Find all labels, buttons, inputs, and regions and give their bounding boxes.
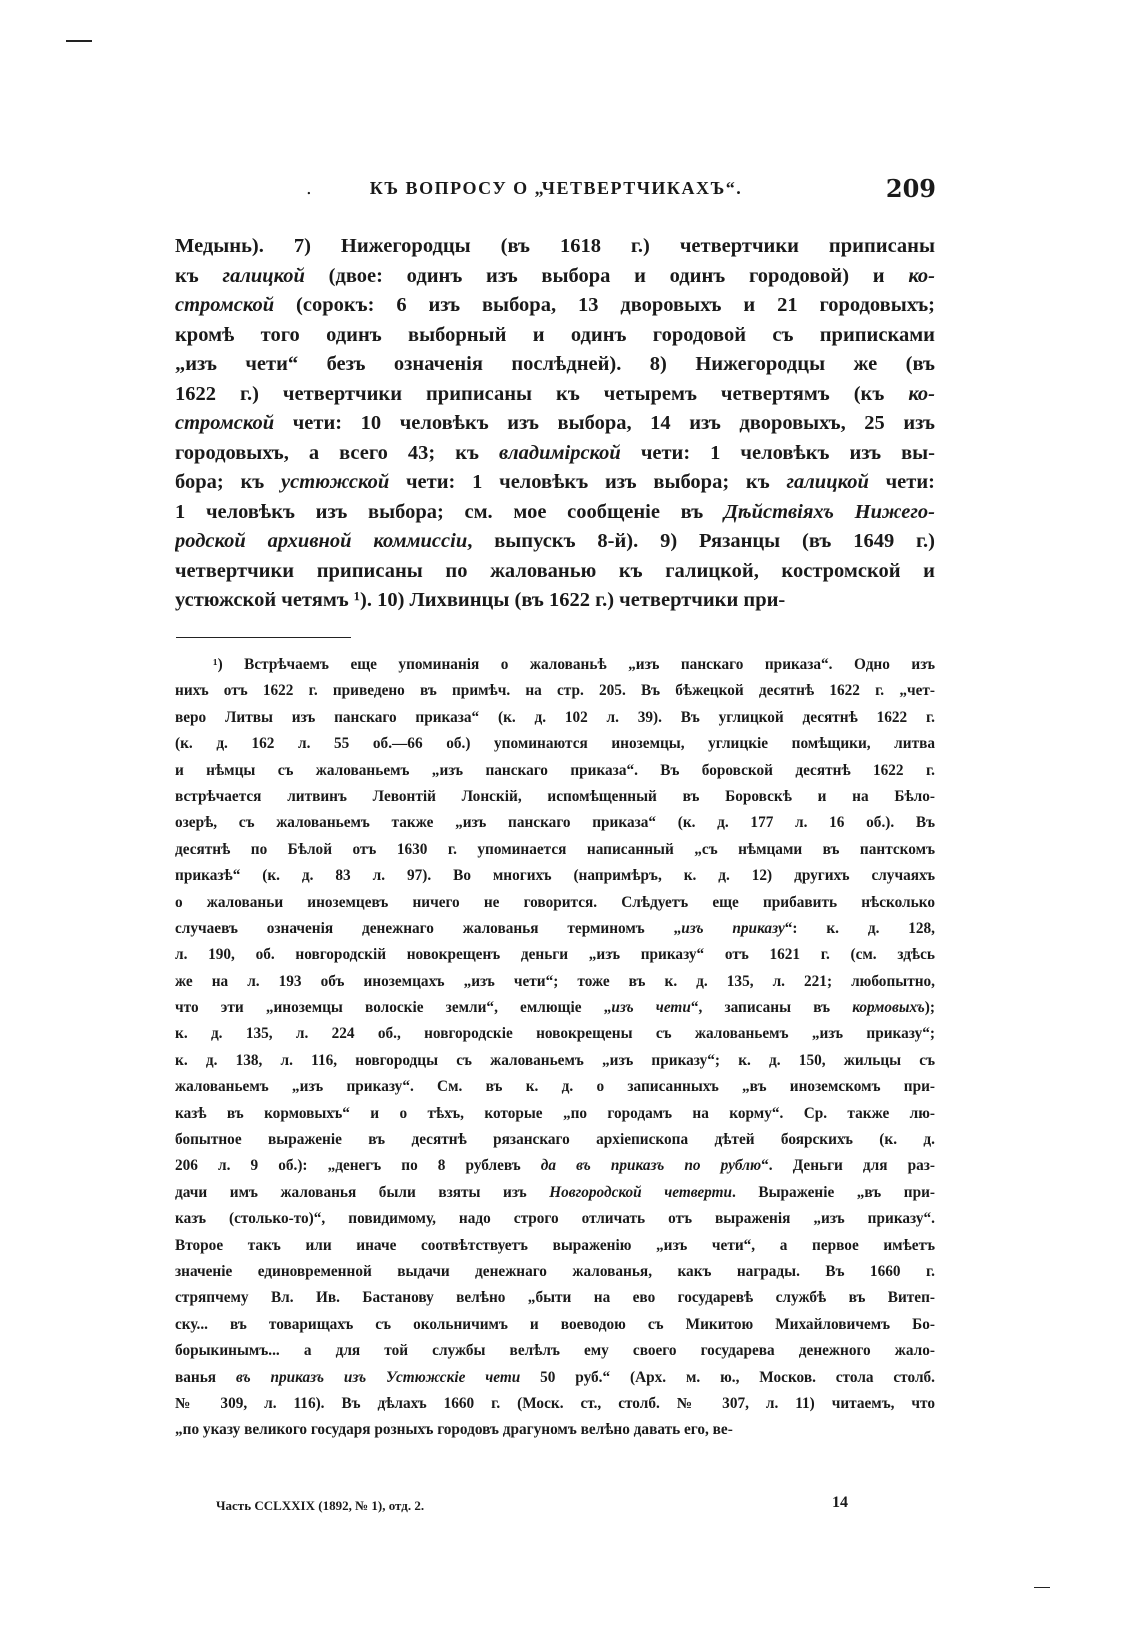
text-run: же на л. 193 объ иноземцахъ „изъ чети“; тоже въ к. д. 135, л. 221; любопытно, <box>175 972 935 990</box>
page-number: 209 <box>885 174 936 203</box>
italic-text: владимірской <box>498 441 621 464</box>
sheet-number: 14 <box>832 1494 848 1511</box>
text-run: к. д. 135, л. 224 об., новгородскіе новокрещены съ жалованьемъ „изъ приказу“; <box>175 1025 935 1043</box>
italic-text: ко- <box>908 264 935 287</box>
text-run: устюжской четямъ ¹). 10) Лихвинцы (въ 1622 г.) четвертчики при- <box>175 589 786 611</box>
italic-text: въ приказъ изъ Устюжскіе чети <box>235 1368 521 1386</box>
text-run: жалованьемъ „изъ приказу“. См. въ к. д. о записанныхъ „въ иноземскомъ при- <box>175 1078 935 1096</box>
text-run: къ <box>175 264 223 287</box>
text-run: . Выраженіе „въ при- <box>732 1183 935 1201</box>
footnotes <box>175 652 935 1444</box>
text-run: чети: <box>868 471 935 493</box>
body-line <box>175 321 935 351</box>
body-line <box>175 557 935 587</box>
italic-text: стромской <box>175 294 275 316</box>
scan-edge-mark <box>1034 1587 1050 1588</box>
italic-text: галицкой <box>786 471 869 493</box>
footnote-line <box>175 916 935 942</box>
text-run: 1 человѣкъ изъ выбора; см. мое сообщеніе въ <box>175 500 724 523</box>
text-run: о жалованьи иноземцевъ ничего не говорится. Слѣдуетъ еще прибавить нѣсколько <box>175 893 935 911</box>
italic-text: Дѣйствіяхъ Нижего- <box>723 500 935 523</box>
footnote-line <box>175 1285 935 1311</box>
text-run: ванья <box>175 1368 236 1386</box>
signature-line: Часть CCLXXIX (1892, № 1), отд. 2. <box>216 1498 425 1513</box>
text-run: веро Литвы изъ панскаго приказа“ (к. д. 102 л. 39). Въ углицкой десятнѣ 1622 г. <box>175 708 935 726</box>
footnote-line <box>175 1021 935 1047</box>
footnote-line <box>175 731 935 757</box>
footnote-line <box>175 810 935 836</box>
italic-text: кормовыхъ <box>852 999 925 1017</box>
text-run: 50 руб.“ (Арх. м. ю., Москов. стола столб. <box>520 1368 935 1386</box>
body-line <box>175 291 935 321</box>
text-run: дачи имъ жалованья были взяты изъ <box>175 1183 550 1201</box>
scan-edge-mark <box>66 40 92 42</box>
text-run: чети: 1 человѣкъ изъ выбора; къ <box>389 471 787 493</box>
footnote-line <box>175 1338 935 1364</box>
text-run: что эти „иноземцы волоскіе земли“, емлющіе „ <box>175 999 612 1017</box>
text-run: городовыхъ, а всего 43; къ <box>175 441 499 464</box>
italic-text: галицкой <box>222 264 305 287</box>
text-run: значеніе единовременной выдачи денежнаго жалованья, какъ награды. Въ 1660 г. <box>175 1262 935 1280</box>
footnote-line <box>175 1180 935 1206</box>
italic-text: Новгородской четверти <box>549 1183 733 1201</box>
running-head <box>176 174 936 210</box>
page-footer <box>176 1494 936 1520</box>
main-text <box>175 232 935 616</box>
footnote-line <box>175 1127 935 1153</box>
footnote-line <box>175 758 935 784</box>
text-run: “. Деньги для раз- <box>761 1157 935 1175</box>
footnote-line <box>175 1365 935 1391</box>
text-run: казъ (столько-то)“, повидимому, надо строго отличать отъ выраженія „изъ приказу“. <box>175 1210 935 1228</box>
footnote-line <box>175 678 935 704</box>
footnote-line <box>175 890 935 916</box>
footnote-line <box>175 969 935 995</box>
footnote-line <box>175 784 935 810</box>
running-head-title: КЪ ВОПРОСУ О „ЧЕТВЕРТЧИКАХЪ“. <box>369 178 743 198</box>
text-run: (сорокъ: 6 изъ выбора, 13 дворовыхъ и 21 городовыхъ; <box>274 294 935 316</box>
footnote-line <box>175 705 935 731</box>
text-run: 1622 г.) четвертчики приписаны къ четыремъ четвертямъ (къ <box>175 382 909 405</box>
text-run: к. д. 138, л. 116, новгородцы съ жалованьемъ „изъ приказу“; к. д. 150, жильцы съ <box>175 1051 935 1069</box>
text-run: чети: 10 человѣкъ изъ выбора, 14 изъ дворовыхъ, 25 изъ <box>274 412 935 434</box>
text-run: „изъ чети“ безъ означенія послѣдней). 8) Нижегородцы же (въ <box>175 353 935 375</box>
italic-text: изъ приказу <box>681 919 785 937</box>
text-run: (двое: одинъ изъ выбора и одинъ городовой) и <box>304 264 909 287</box>
footnote-line <box>175 863 935 889</box>
text-run: “: к. д. 128, <box>784 919 935 937</box>
text-run: , выпускъ 8-й). 9) Рязанцы (въ 1649 г.) <box>467 530 935 552</box>
text-run: кромѣ того одинъ выборный и одинъ городовой съ приписками <box>175 323 935 346</box>
footnote-line <box>175 1259 935 1285</box>
italic-text: родской архивной коммиссіи <box>175 530 468 552</box>
italic-text: стромской <box>175 412 275 434</box>
text-run: ); <box>924 999 935 1017</box>
body-line <box>175 262 935 292</box>
text-run: стряпчему Вл. Ив. Бастанову велѣно „быти на ево государевѣ службѣ въ Витеп- <box>175 1289 935 1307</box>
text-run: встрѣчается литвинъ Левонтій Лонскій, испомѣщенный въ Боровскѣ и на Бѣло- <box>175 787 935 805</box>
body-line <box>175 409 935 439</box>
body-line <box>175 586 935 616</box>
footnote-line <box>175 1074 935 1100</box>
footnote-line <box>175 1101 935 1127</box>
body-line <box>175 527 935 557</box>
footnote-line <box>175 995 935 1021</box>
text-run: „по указу великого государя розныхъ городовъ драгуномъ велѣно давать его, ве- <box>175 1421 733 1439</box>
footnote-line <box>175 1312 935 1338</box>
text-run: бопытное выраженіе въ десятнѣ рязанскаго архіепископа дѣтей боярскихъ (к. д. <box>175 1131 935 1149</box>
italic-text: да въ приказъ по рублю <box>540 1157 762 1175</box>
text-run: борыкинымъ... а для той службы велѣлъ ему своего государева денежного жало- <box>175 1342 935 1360</box>
footnote-line <box>175 1048 935 1074</box>
text-run: четвертчики приписаны по жалованью къ галицкой, костромской и <box>175 559 935 582</box>
footnote-line <box>175 652 935 678</box>
text-run: ску... въ товарищахъ съ окольничимъ и воеводою съ Микитою Михайловичемъ Бо- <box>175 1315 935 1333</box>
text-run: казѣ въ кормовыхъ“ и о тѣхъ, которые „по городамъ на корму“. Ср. также лю- <box>175 1104 935 1122</box>
text-run: приказѣ“ (к. д. 83 л. 97). Во многихъ (напримѣръ, к. д. 12) другихъ случаяхъ <box>175 867 935 885</box>
italic-text: изъ чети <box>611 999 691 1017</box>
text-run: десятнѣ по Бѣлой отъ 1630 г. упоминается написанный „съ нѣмцами въ пантскомъ <box>175 840 935 858</box>
stray-dot: . <box>306 178 312 199</box>
footnote-line <box>175 1206 935 1232</box>
italic-text: ко- <box>908 382 935 405</box>
text-run: Второе такъ или иначе соотвѣтствуетъ выраженію „изъ чети“, а первое имѣетъ <box>175 1236 935 1254</box>
text-run: случаевъ означенія денежнаго жалованья терминомъ „ <box>175 919 682 937</box>
text-run: чети: 1 человѣкъ изъ вы- <box>620 441 935 464</box>
footnote-line <box>175 837 935 863</box>
footnote-line <box>175 1233 935 1259</box>
text-run: № 309, л. 116). Въ дѣлахъ 1660 г. (Моск. ст., столб. № 307, л. 11) читаемъ, что <box>175 1394 935 1412</box>
body-line <box>175 439 935 469</box>
text-run: и нѣмцы съ жалованьемъ „изъ панскаго приказа“. Въ боровской десятнѣ 1622 г. <box>175 761 935 779</box>
italic-text: устюжской <box>281 471 390 493</box>
body-line <box>175 380 935 410</box>
body-line <box>175 498 935 528</box>
text-run: л. 190, об. новгородскій новокрещенъ деньги „изъ приказу“ отъ 1621 г. (см. здѣсь <box>175 946 935 964</box>
text-run: Медынь). 7) Нижегородцы (въ 1618 г.) четвертчики приписаны <box>175 235 935 257</box>
text-run: “, записаны въ <box>690 999 853 1017</box>
footnote-line <box>175 942 935 968</box>
footnote-line <box>175 1153 935 1179</box>
text-run: ¹) Встрѣчаемъ еще упоминанія о жалованьѣ „изъ панскаго приказа“. Одно изъ <box>213 656 935 673</box>
body-line <box>175 350 935 380</box>
body-line <box>175 232 935 262</box>
text-run: (к. д. 162 л. 55 об.—66 об.) упоминаются иноземцы, углицкіе помѣщики, литва <box>175 735 935 753</box>
text-run: нихъ отъ 1622 г. приведено въ примѣч. на стр. 205. Въ бѣжецкой десятнѣ 1622 г. „чет- <box>175 682 935 700</box>
text-run: бора; къ <box>175 471 282 493</box>
body-line <box>175 468 935 498</box>
text-run: 206 л. 9 об.): „денегъ по 8 рублевъ <box>175 1157 541 1175</box>
footnote-rule <box>176 637 351 638</box>
footnote-line <box>175 1417 935 1443</box>
text-run: озерѣ, съ жалованьемъ также „изъ панскаго приказа“ (к. д. 177 л. 16 об.). Въ <box>175 814 935 832</box>
footnote-line <box>175 1391 935 1417</box>
